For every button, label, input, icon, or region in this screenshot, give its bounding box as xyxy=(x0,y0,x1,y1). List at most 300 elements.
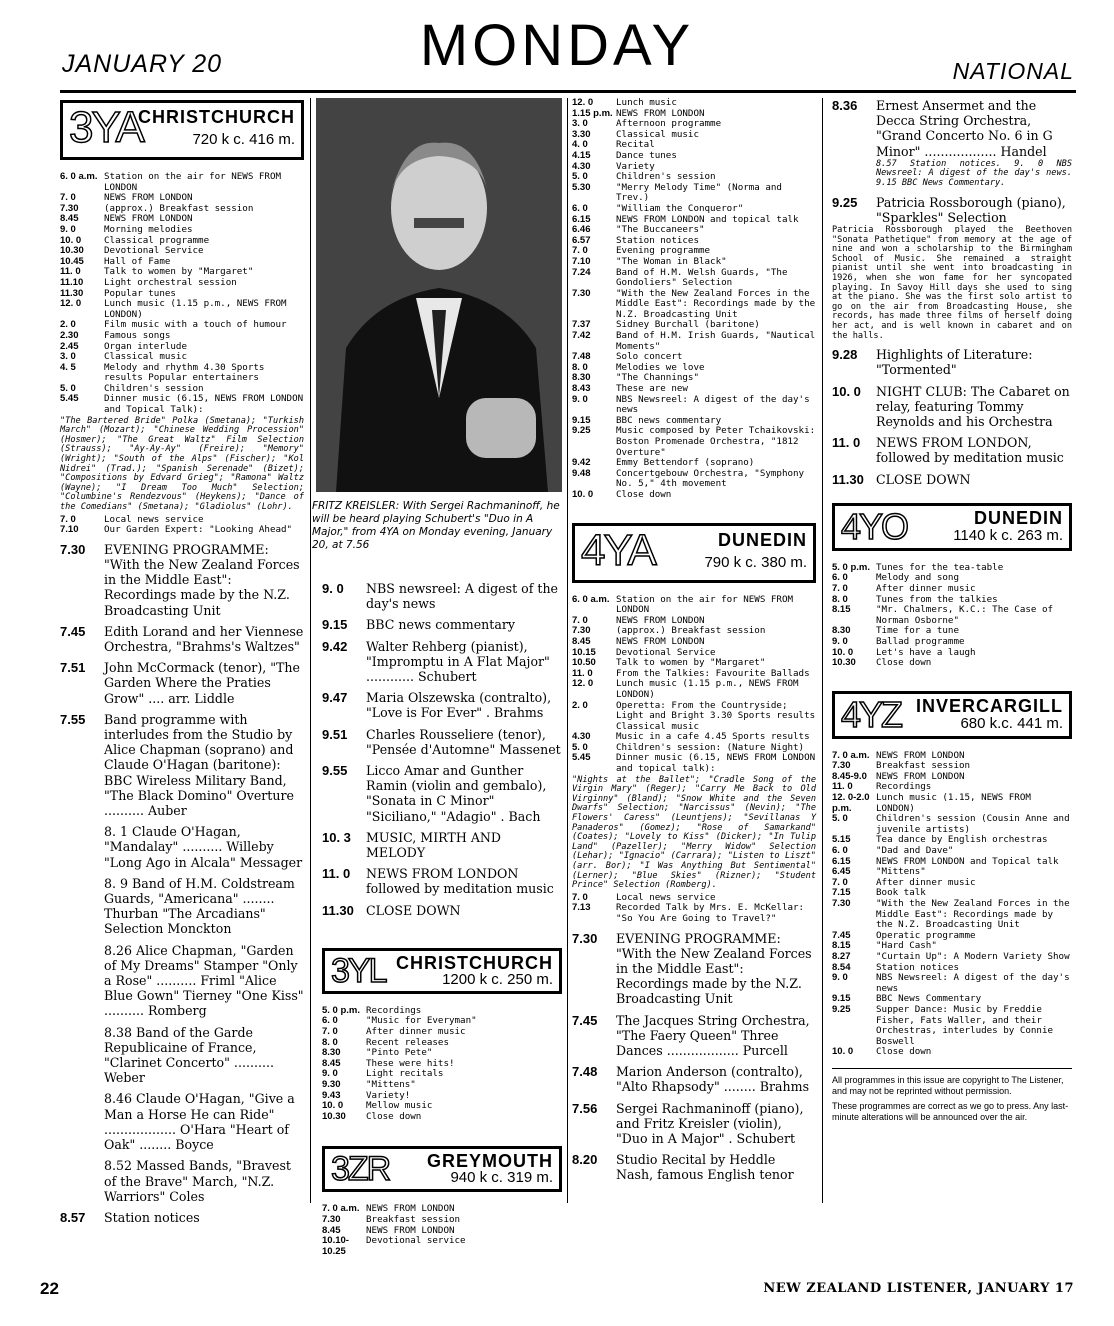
entry-time: 5. 0 xyxy=(572,171,588,183)
entry-time: 9.28 xyxy=(832,347,858,363)
entry-description: BBC News Commentary xyxy=(876,993,982,1005)
entry-time: 7.15 xyxy=(832,887,851,899)
schedule-entry xyxy=(572,204,816,215)
entry-time: 10.30 xyxy=(832,657,856,669)
entry-description: After dinner music xyxy=(876,876,976,888)
entry-description: Famous songs xyxy=(104,329,171,341)
schedule-entry xyxy=(60,1025,304,1086)
entry-description: NEWS FROM LONDON xyxy=(104,192,193,204)
entry-description: NEWS FROM LONDON xyxy=(366,1224,455,1236)
entry-description: Operetta: From the Countryside; Light and Bright 3.30 Sports results Classical music xyxy=(616,699,816,732)
schedule-entry xyxy=(322,830,562,860)
entry-description: Popular tunes xyxy=(104,287,176,299)
entry-description: "The Channings" xyxy=(616,372,699,384)
schedule-entry xyxy=(572,595,816,616)
schedule-entry xyxy=(832,878,1072,889)
entry-description: Close down xyxy=(616,488,672,500)
schedule-entry xyxy=(832,347,1072,377)
schedule-entry xyxy=(60,876,304,937)
entry-time: 8.45 xyxy=(322,1057,341,1069)
entry-description: Local news service xyxy=(616,891,716,903)
schedule-list xyxy=(572,893,816,925)
schedule-entry xyxy=(322,903,562,918)
entry-time: 8.36 xyxy=(832,98,858,113)
entry-description: Licco Amar and Gunther Ramin (violin and gembalo), "Sonata in C Minor" "Siciliano," "Adagio" . Bach xyxy=(366,763,547,824)
entry-description: Recent releases xyxy=(366,1036,449,1048)
entry-time: 10.30 xyxy=(60,245,84,257)
entry-description: "Hard Cash" xyxy=(876,940,937,952)
schedule-entry xyxy=(572,257,816,268)
schedule-entry xyxy=(572,490,816,501)
schedule-entry xyxy=(322,617,562,632)
entry-time: 7.48 xyxy=(572,351,591,363)
station-call: 4YZ xyxy=(841,693,902,735)
rossborough-note: Patricia Rossborough played the Beethoven "Sonata Pathetique" from memory at the age of nine and won a scholarship to the Birmingham School of Music. She remained a straight pianist until she went into broadcasting in 1926, when she won fame for her syncopated playing. In Savoy Hill days she used to sing at the piano. She was the first solo artist to go on the air from Broadcasting House, she records, has made three films of herself doing her act, and is well known in cabaret and on the halls. xyxy=(832,225,1072,341)
entry-description: Highlights of Literature: "Tormented" xyxy=(876,347,1033,378)
entry-time: 10.45 xyxy=(60,255,84,267)
schedule-entry xyxy=(832,857,1072,868)
entry-time: 11.10 xyxy=(60,276,84,288)
entry-description: After dinner music xyxy=(366,1026,466,1038)
entry-time: 5.30 xyxy=(572,181,591,193)
entry-time: 7. 0 xyxy=(572,614,588,626)
kreisler-photo xyxy=(316,98,562,492)
entry-time: 6.57 xyxy=(572,234,591,246)
schedule-list xyxy=(322,1204,562,1257)
entry-time: 7. 0 a.m. xyxy=(322,1203,360,1215)
entry-time: 7. 0 xyxy=(572,891,588,903)
entry-description: Band of H.M. Irish Guards, "Nautical Moments" xyxy=(616,330,816,352)
column-rule xyxy=(310,98,311,1203)
entry-time: 2. 0 xyxy=(572,699,588,711)
entry-description: Light recitals xyxy=(366,1068,444,1080)
schedule-list xyxy=(572,595,816,775)
station-city: DUNEDIN xyxy=(717,529,807,550)
entry-time: 8.30 xyxy=(322,1047,341,1059)
entry-time: 4.30 xyxy=(572,160,591,172)
entry-description: Emmy Bettendorf (soprano) xyxy=(616,457,755,469)
schedule-entry xyxy=(572,426,816,458)
entry-time: 6.46 xyxy=(572,224,591,236)
schedule-list xyxy=(60,515,304,536)
entry-time: 7.37 xyxy=(572,319,591,331)
entry-description: "The Buccaneers" xyxy=(616,224,705,236)
entry-description: NEWS FROM LONDON and Topical talk xyxy=(876,855,1059,867)
entry-description: Station notices xyxy=(616,234,699,246)
station-city: CHRISTCHURCH xyxy=(138,107,295,127)
schedule-entry xyxy=(832,98,1072,159)
entry-description: Organ interlude xyxy=(104,340,187,352)
entry-description: Studio Recital by Heddle Nash, famous English tenor xyxy=(616,1152,794,1183)
publication-line: NEW ZEALAND LISTENER, JANUARY 17 xyxy=(763,1281,1074,1296)
entry-description: Talk to women by "Margaret" xyxy=(616,657,766,669)
schedule-entry xyxy=(832,472,1072,487)
entry-time: 7.30 xyxy=(322,1213,341,1225)
photo-caption: FRITZ KREISLER: With Sergei Rachmaninoff, he will be heard playing Schubert's "Duo in A Major," from 4YA on Monday evening, January 20, at 7.56 xyxy=(312,500,560,551)
entry-time: 9. 0 xyxy=(60,223,76,235)
schedule-entry xyxy=(60,624,304,654)
entry-time: 7.30 xyxy=(60,541,86,557)
copyright-notice: All programmes in this issue are copyright to The Listener, and may not be reprinted without permission. xyxy=(832,1068,1072,1097)
entry-time: 7. 0 xyxy=(832,582,848,594)
entry-time: 9.47 xyxy=(322,690,348,706)
entry-time: 8.45 xyxy=(60,213,79,225)
entry-time: 7.45 xyxy=(572,1012,598,1028)
entry-description: Recordings xyxy=(876,781,932,793)
station-box-3zr xyxy=(322,1146,562,1192)
entry-description: Recordings xyxy=(366,1004,422,1016)
entry-description: Recital xyxy=(616,139,655,151)
entry-description: Ernest Ansermet and the Decca String Orchestra, "Grand Concerto No. 6 in G Minor" .................. Handel xyxy=(876,98,1053,159)
entry-time: 7.45 xyxy=(832,929,851,941)
station-box-3ya xyxy=(60,100,304,160)
entry-description: "Pinto Pete" xyxy=(366,1047,433,1059)
entry-time: 7.30 xyxy=(572,930,598,946)
schedule-entry xyxy=(572,151,816,162)
entry-time: 9.15 xyxy=(572,414,591,426)
entry-description: "Music for Everyman" xyxy=(366,1015,477,1027)
entry-time: 9.55 xyxy=(322,763,348,779)
schedule-entry xyxy=(322,1215,562,1226)
schedule-entry xyxy=(60,1091,304,1152)
entry-time: 8.43 xyxy=(572,383,591,395)
evening-list xyxy=(60,542,304,1225)
entry-time: 4. 5 xyxy=(60,361,76,373)
entry-description: 8. 1 Claude O'Hagan, "Mandalay" .......... Willeby "Long Ago in Alcala" Messager xyxy=(104,824,303,870)
dinner-music-note: "The Bartered Bride" Polka (Smetana); "Turkish March" (Mozart); "Chinese Wedding Procession" (Hosmer); "The Great Waltz" Film Selection (Strauss); "Ay-Ay-Ay" (Freire); "Memory" (Wright); "South of the Alps" (Fischer); "Kol Nidrei" (Trad.); "Spanish Serenade" (Bizet); "Compositions by Edvard Grieg"; "Ramona" Waltz (Wayne); "I Dream Too Much" Selection; "Columbine's Rendezvous" (Heykens); "Dance of the Comedians" (Smetana); "Gladiolus" (Lohr). xyxy=(60,415,304,512)
schedule-list xyxy=(832,751,1072,1058)
entry-description: "Mittens" xyxy=(876,866,926,878)
evening-list xyxy=(832,195,1072,225)
entry-time: 5.15 xyxy=(832,834,851,846)
entry-time: 10. 3 xyxy=(322,829,351,845)
evening-list xyxy=(572,931,816,1183)
entry-time: 8.30 xyxy=(572,372,591,384)
entry-description: Local news service xyxy=(104,513,204,525)
schedule-entry xyxy=(322,1038,562,1049)
entry-description: Classical music xyxy=(616,128,699,140)
entry-description: Walter Rehberg (pianist), "Impromptu in A Flat Major" ............ Schubert xyxy=(366,638,550,685)
schedule-entry xyxy=(572,268,816,289)
schedule-entry xyxy=(322,690,562,720)
entry-time: 7.30 xyxy=(572,625,591,637)
entry-time: 7. 0 xyxy=(322,1026,338,1038)
entry-description: Edith Lorand and her Viennese Orchestra, "Brahms's Waltzes" xyxy=(104,623,304,654)
entry-time: 8.45 xyxy=(322,1224,341,1236)
entry-description: Tea dance by English orchestras xyxy=(876,834,1048,846)
entry-description: "William the Conqueror" xyxy=(616,202,744,214)
schedule-entry xyxy=(322,1112,562,1123)
entry-time: 7. 0 a.m. xyxy=(832,749,870,761)
station-frequency: 720 k c. 416 m. xyxy=(192,131,295,148)
entry-description: Dinner music (6.15, NEWS FROM LONDON and topical talk): xyxy=(616,752,816,775)
entry-description: "With the New Zealand Forces in the Middle East": Recordings made by the N.Z. Broadcasting Unit xyxy=(876,898,1070,931)
schedule-entry xyxy=(322,1236,562,1257)
station-box-4ya xyxy=(572,523,816,583)
entry-time: 10.15 xyxy=(572,646,596,658)
entry-description: Sidney Burchall (baritone) xyxy=(616,319,760,331)
station-call: 3YL xyxy=(331,951,386,990)
schedule-entry xyxy=(322,639,562,685)
entry-time: 8.45-9.0 xyxy=(832,770,867,782)
header-date: JANUARY 20 xyxy=(62,50,223,78)
entry-description: Close down xyxy=(876,1046,932,1058)
schedule-entry xyxy=(572,98,816,109)
schedule-entry xyxy=(832,658,1072,669)
station-frequency: 680 k.c. 441 m. xyxy=(960,714,1063,732)
entry-description: Station on the air for NEWS FROM LONDON xyxy=(616,593,794,616)
entry-time: 2.30 xyxy=(60,329,79,341)
entry-description: 8.52 Massed Bands, "Bravest of the Brave" March, "N.Z. Warriors" Coles xyxy=(104,1158,291,1204)
schedule-entry xyxy=(60,246,304,257)
correction-notice: These programmes are correct as we go to press. Any last-minute alterations will be announced over the air. xyxy=(832,1100,1069,1122)
schedule-entry xyxy=(60,1210,304,1225)
entry-time: 7.56 xyxy=(572,1100,598,1116)
station-call: 4YA xyxy=(581,525,655,575)
entry-time xyxy=(60,1091,104,1152)
entry-time: 8.15 xyxy=(832,940,851,952)
entry-description: Time for a tune xyxy=(876,625,959,637)
schedule-entry xyxy=(572,1101,816,1147)
schedule-list xyxy=(832,563,1072,669)
entry-description: Lunch music xyxy=(616,97,677,108)
entry-description: Devotional Service xyxy=(104,245,204,257)
schedule-entry xyxy=(572,1064,816,1094)
schedule-entry xyxy=(572,1152,816,1182)
schedule-entry xyxy=(832,814,1072,835)
schedule-entry xyxy=(572,331,816,352)
column-rule xyxy=(822,98,823,1203)
entry-time: 10. 0 xyxy=(60,234,82,246)
entry-description: NBS newsreel: A digest of the day's news xyxy=(366,581,559,612)
schedule-entry xyxy=(60,542,304,618)
entry-description: BBC news commentary xyxy=(616,414,722,426)
entry-time: 4.30 xyxy=(572,731,591,743)
entry-time: 6. 0 xyxy=(832,572,848,584)
schedule-entry xyxy=(572,130,816,141)
dinner-music-note: "Nights at the Ballet"; "Cradle Song of the Virgin Mary" (Reger); "Carry Me Back to Old Virginny" (Bland); "Snow White and the Seven Dwarfs" Selection; "Narcissus" (Nevin); "The Flowers' Caress" (Leuntjens); "Sevillanas Y Panaderos" (Gomez); "Rose of Samarkand" (Coates); "Lovely to Kiss" (Dicker); "In Tulip Land" (Pazeller); "Merry Widow" Selection (Lehar); "Ignacio" (Carrara); "Listen to Liszt" (arr. Bor); "I Was Anything But Sentimental" (Lerner); "Blue Skies" (Rizner); "Student Prince" Selection (Romberg). xyxy=(572,774,816,891)
entry-description: Variety! xyxy=(366,1089,411,1101)
station-box-4yz xyxy=(832,691,1072,739)
entry-time: 9.25 xyxy=(572,425,591,437)
entry-description: 8.46 Claude O'Hagan, "Give a Man a Horse He can Ride" .................. O'Hara "Heart of Oak" ........ Boyce xyxy=(104,1091,295,1153)
entry-time: 8. 0 xyxy=(832,593,848,605)
entry-description: The Jacques String Orchestra, "The Faery Queen" Three Dances .................. Purcell xyxy=(616,1012,810,1058)
entry-description: Charles Rousseliere (tenor), "Pensée d'Automne" Massenet xyxy=(366,726,561,757)
entry-description: Operatic programme xyxy=(876,929,976,941)
entry-description: NEWS FROM LONDON xyxy=(104,213,193,225)
entry-time: 8.15 xyxy=(832,604,851,616)
entry-description: Music in a cafe 4.45 Sports results xyxy=(616,731,810,743)
entry-description: NIGHT CLUB: The Cabaret on relay, featuring Tommy Reynolds and his Orchestra xyxy=(876,383,1070,429)
entry-time: 7.30 xyxy=(832,898,851,909)
entry-time: 10. 0 xyxy=(572,488,594,500)
schedule-entry xyxy=(572,701,816,733)
entry-description: Breakfast session xyxy=(876,760,971,772)
entry-description: Let's have a laugh xyxy=(876,646,976,658)
entry-description: "With the New Zealand Forces in the Middle East": Recordings made by the N.Z. Broadcasting Unit xyxy=(616,287,816,320)
entry-time: 8. 0 xyxy=(572,361,588,373)
entry-time: 7.45 xyxy=(60,623,86,639)
entry-description: Light orchestral session xyxy=(104,276,237,288)
entry-time: 6. 0 xyxy=(572,202,588,214)
entry-description: Film music with a touch of humour xyxy=(104,319,287,331)
entry-time: 5. 0 p.m. xyxy=(832,561,871,573)
schedule-entry xyxy=(832,973,1072,994)
schedule-entry xyxy=(60,1158,304,1204)
entry-description: Band of H.M. Welsh Guards, "The Gondoliers" Selection xyxy=(616,266,788,289)
entry-time: 6. 0 xyxy=(322,1015,338,1027)
station-notices-note: 8.57 Station notices. 9. 0 NBS Newsreel: A digest of the day's news. 9.15 BBC News Commentary. xyxy=(876,158,1072,188)
entry-description: John McCormack (tenor), "The Garden Where the Praties Grow" .... arr. Liddle xyxy=(104,660,300,706)
schedule-entry xyxy=(832,195,1072,225)
entry-time: 7. 0 xyxy=(572,245,588,257)
schedule-entry xyxy=(322,1080,562,1091)
entry-time: 9.25 xyxy=(832,194,858,210)
entry-description: Children's session: (Nature Night) xyxy=(616,741,805,753)
entry-description: Band programme with interludes from the Studio by Alice Chapman (soprano) and Claude O'Hagan (baritone): BBC Wireless Military Band, "The Black Domino" Overture .......... Auber xyxy=(104,711,294,819)
entry-time: 7.24 xyxy=(572,266,591,278)
entry-time: 7. 0 xyxy=(60,192,76,204)
entry-description: Melodies we love xyxy=(616,361,705,373)
entry-description: CLOSE DOWN xyxy=(876,471,971,487)
schedule-list xyxy=(572,98,816,501)
entry-description: Lunch music (1.15 p.m., NEWS FROM LONDON) xyxy=(104,298,287,320)
entry-time: 9.43 xyxy=(322,1089,341,1101)
schedule-entry xyxy=(832,952,1072,963)
entry-description: Children's session xyxy=(104,382,204,394)
entry-time: 6. 0 a.m. xyxy=(572,593,610,605)
entry-time: 3. 0 xyxy=(572,118,588,130)
entry-time: 5.45 xyxy=(60,393,79,405)
schedule-entry xyxy=(60,660,304,706)
entry-time: 9. 0 xyxy=(832,972,848,984)
schedule-entry xyxy=(832,772,1072,783)
station-box-3yl xyxy=(322,948,562,994)
schedule-entry xyxy=(572,469,816,490)
schedule-entry xyxy=(322,1091,562,1102)
station-city: INVERCARGILL xyxy=(916,695,1063,716)
schedule-entry xyxy=(572,373,816,384)
schedule-entry xyxy=(60,712,304,818)
schedule-entry xyxy=(60,225,304,236)
entry-description: Music composed by Peter Tchaikovski: Boston Promenade Orchestra, "1812 Overture" xyxy=(616,425,816,458)
entry-description: NBS Newsreel: A digest of the day's news xyxy=(876,972,1070,994)
entry-description: After dinner music xyxy=(876,582,976,594)
entry-time: 7. 0 xyxy=(60,513,76,525)
schedule-list xyxy=(322,1006,562,1123)
evening-list xyxy=(832,347,1072,487)
station-frequency: 1200 k c. 250 m. xyxy=(442,970,553,988)
entry-description: These are new xyxy=(616,383,688,395)
column-3 xyxy=(572,98,816,1183)
entry-description: Talk to women by "Margaret" xyxy=(104,266,254,278)
entry-time: 10.50 xyxy=(572,657,596,669)
entry-time: 7.30 xyxy=(572,287,591,299)
entry-description: Supper Dance: Music by Freddie Fisher, Fats Waller, and their Orchestras, interludes by Connie Boswell xyxy=(876,1003,1054,1047)
schedule-entry xyxy=(832,793,1072,814)
entry-time: 9. 0 xyxy=(832,635,848,647)
schedule-entry xyxy=(832,648,1072,659)
entry-time: 9.30 xyxy=(322,1079,341,1091)
entry-time xyxy=(60,824,104,870)
entry-time xyxy=(60,943,104,1019)
entry-description: "Mittens" xyxy=(366,1079,416,1091)
entry-time: 11.30 xyxy=(832,471,864,487)
entry-description: Melody and rhythm 4.30 Sports results Popular entertainers xyxy=(104,361,265,384)
entry-description: Patricia Rossborough (piano), "Sparkles" Selection xyxy=(876,194,1066,225)
entry-description: NEWS FROM LONDON xyxy=(616,635,705,647)
entry-time: 11. 0 xyxy=(60,266,81,278)
entry-description: (approx.) Breakfast session xyxy=(104,202,254,214)
entry-description: Maria Olszewska (contralto), "Love is For Ever" . Brahms xyxy=(366,690,552,721)
entry-time: 6.15 xyxy=(832,855,851,867)
schedule-entry xyxy=(60,172,304,193)
entry-description: "Curtain Up": A Modern Variety Show xyxy=(876,950,1070,962)
entry-time: 10.30 xyxy=(322,1110,346,1122)
entry-time: 5. 0 xyxy=(572,741,588,753)
entry-description: Melody and song xyxy=(876,572,959,584)
entry-description: Devotional service xyxy=(366,1235,466,1247)
entry-time: 1.15 p.m. xyxy=(572,107,613,119)
header-section: NATIONAL xyxy=(952,58,1074,84)
entry-description: Recorded Talk by Mrs. E. McKellar: "So You Are Going to Travel?" xyxy=(616,902,805,924)
entry-description: 8.26 Alice Chapman, "Garden of My Dreams" Stamper "Only a Rose" .......... Friml "Alice Blue Gown" Tierney "One Kiss" .......... Romberg xyxy=(104,942,304,1019)
entry-time: 9.42 xyxy=(322,638,348,654)
entry-description: Sergei Rachmaninoff (piano), and Fritz Kreisler (violin), "Duo in A Major" . Schubert xyxy=(616,1100,804,1146)
entry-time: 9.42 xyxy=(572,457,591,469)
entry-time: 7.30 xyxy=(832,760,851,772)
schedule-entry xyxy=(572,183,816,204)
entry-description: NBS Newsreel: A digest of the day's news xyxy=(616,393,810,416)
schedule-entry xyxy=(322,581,562,611)
schedule-entry xyxy=(832,931,1072,942)
schedule-entry xyxy=(572,637,816,648)
schedule-entry xyxy=(832,605,1072,626)
entry-time: 6. 0 a.m. xyxy=(60,171,98,182)
station-frequency: 1140 k c. 263 m. xyxy=(953,526,1063,544)
entry-description: Afternoon programme xyxy=(616,118,722,130)
entry-time: 8.27 xyxy=(832,950,851,962)
entry-time: 11. 0 xyxy=(832,435,861,451)
station-city: DUNEDIN xyxy=(973,507,1063,528)
schedule-entry xyxy=(60,394,304,415)
schedule-entry xyxy=(322,866,562,896)
entry-description: Station notices xyxy=(104,1209,200,1225)
entry-description: Classical music xyxy=(104,351,187,363)
schedule-entry xyxy=(322,1101,562,1112)
entry-description: From the Talkies: Favourite Ballads xyxy=(616,667,810,679)
column-1 xyxy=(60,98,304,1225)
schedule-entry xyxy=(60,363,304,384)
schedule-entry xyxy=(322,763,562,824)
entry-description: "Merry Melody Time" (Norma and Trev.) xyxy=(616,181,782,204)
schedule-entry xyxy=(832,637,1072,648)
station-frequency: 940 k c. 319 m. xyxy=(450,1169,553,1187)
entry-time: 10.10-10.25 xyxy=(322,1235,349,1257)
evening-list xyxy=(832,98,1072,159)
entry-description: "Mr. Chalmers, K.C.: The Case of Norman Osborne" xyxy=(876,604,1054,626)
schedule-entry xyxy=(832,899,1072,931)
schedule-entry xyxy=(572,140,816,151)
schedule-list xyxy=(60,172,304,416)
entry-description: Book talk xyxy=(876,887,926,899)
entry-description: Morning melodies xyxy=(104,223,193,235)
entry-time: 7.51 xyxy=(60,660,86,676)
page-number: 22 xyxy=(40,1279,59,1298)
entry-description: NEWS FROM LONDON xyxy=(876,749,965,761)
entry-description: Solo concert xyxy=(616,351,683,363)
